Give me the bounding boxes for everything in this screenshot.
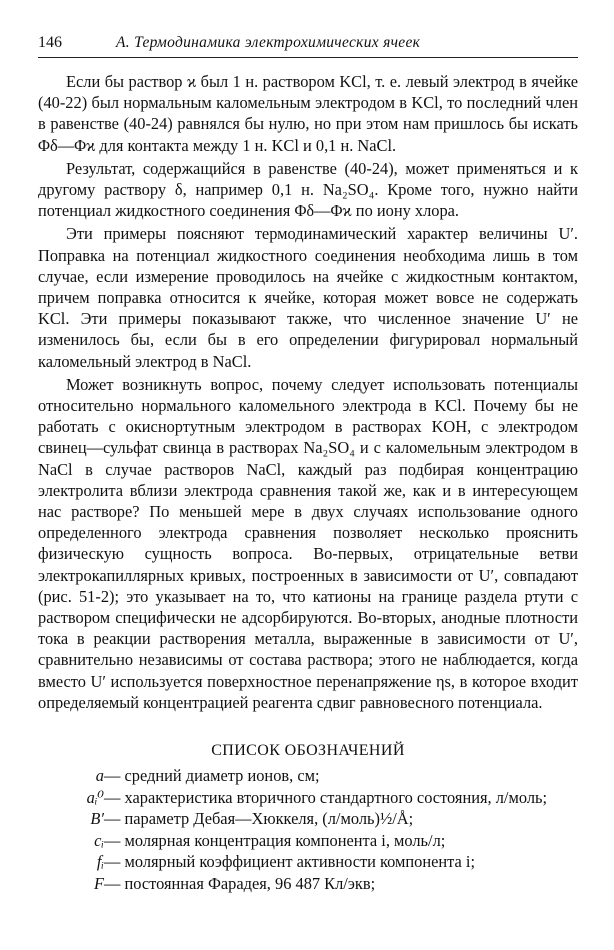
- page-number: 146: [38, 34, 62, 51]
- symbol-description: — постоянная Фарадея, 96 487 Кл/экв;: [104, 874, 376, 894]
- list-item: [38, 787, 578, 809]
- list-item: [38, 765, 578, 787]
- symbol: B′: [90, 809, 104, 829]
- symbol-description: — средний диаметр ионов, см;: [104, 766, 320, 786]
- paragraph: Может возникнуть вопрос, почему следует использовать потенциалы относительно нормального каломельного электрода в KCl. Почему бы не работать с окиснортутным электродом в растворах KOH, с электродом свинец—сульфат свинца в растворах Na₂SO₄ и с каломельным электродом в NaCl в случае растворов NaCl, каждый раз подбирая концентрацию электролита вблизи электрода сравнения такой же, как и в интересующем нас растворе? По меньшей мере в двух случаях использование одного определенного электрода сравнения позволяет несколько прояснить физическую сущность вопроса. Во-первых, отрицательные ветви электрокапиллярных кривых, построенных в зависимости от U′, совпадают (рис. 51-2); это указывает на то, что катионы на границе раздела ртути с раствором специфически не адсорбируются. Во-вторых, анодные плотности тока в реакции растворения металла, выраженные в зависимости от U′, сравнительно независимы от состава раствора; этого не наблюдается, когда вместо U′ используется поверхностное перенапряжение ηs, в которое входит определяемый концентрацией реагента сдвиг равновесного потенциала.: [38, 374, 578, 712]
- symbols-list: [38, 765, 578, 895]
- page-header: [38, 34, 578, 58]
- section-heading: СПИСОК ОБОЗНАЧЕНИЙ: [211, 742, 405, 760]
- symbol: cᵢ: [94, 830, 104, 850]
- list-item: [38, 808, 578, 830]
- list-item: [38, 830, 578, 852]
- paragraph: Если бы раствор ϰ был 1 н. раствором KCl, т. е. левый электрод в ячейке (40-22) был нормальным каломельным электродом в KCl, то последний член в равенстве (40-24) равнялся бы нулю, но при этом нам пришлось бы искать Φδ—Φϰ для контакта между 1 н. KCl и 0,1 н. NaCl.: [38, 72, 578, 155]
- symbol: aᵢ⁰: [86, 787, 104, 807]
- book-page: [38, 34, 578, 895]
- symbol-description: — молярная концентрация компонента i, моль/л;: [104, 830, 446, 850]
- paragraph: Эти примеры поясняют термодинамический характер величины U′. Поправка на потенциал жидкостного соединения необходима лишь в том случае, если измерение проводилось на ячейке с жидкостным контактом, причем поправка относится к ячейке, которая может вовсе не содержать KCl. Эти примеры показывают также, что численное значение U′ не изменилось бы, если бы в его определении фигурировал нормальный каломельный электрод в NaCl.: [38, 224, 578, 371]
- body-text: [38, 71, 578, 713]
- symbol: a: [95, 766, 104, 786]
- symbol-description: — характеристика вторичного стандартного состояния, л/моль;: [104, 787, 548, 807]
- list-item: [38, 851, 578, 873]
- paragraph: Результат, содержащийся в равенстве (40-24), может применяться и к другому раствору δ, например 0,1 н. Na₂SO₄. Кроме того, нужно найти потенциал жидкостного соединения Φδ—Φϰ по иону хлора.: [38, 158, 578, 221]
- symbol: F: [93, 874, 104, 894]
- running-title: А. Термодинамика электрохимических ячеек: [116, 34, 421, 51]
- symbol-description: — параметр Дебая—Хюккеля, (л/моль)½/Å;: [104, 809, 414, 829]
- list-item: [38, 873, 578, 895]
- symbol: fᵢ: [96, 852, 104, 872]
- symbol-description: — молярный коэффициент активности компонента i;: [104, 852, 476, 872]
